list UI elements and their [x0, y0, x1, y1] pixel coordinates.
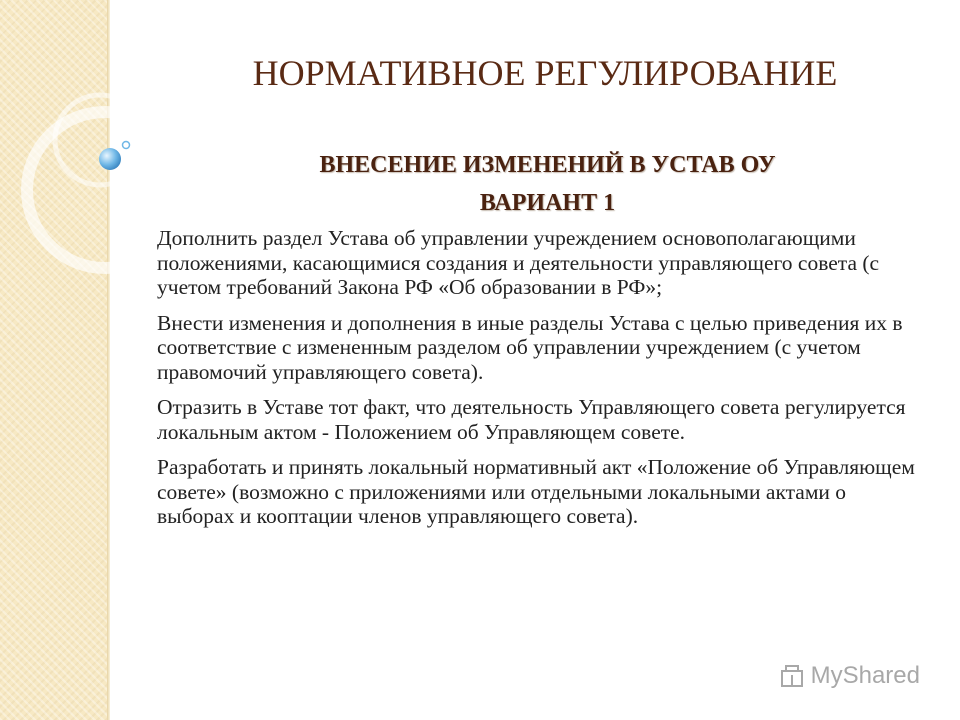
building-icon [779, 663, 805, 689]
watermark-text: MyShared [810, 662, 920, 689]
paragraph-3: Отразить в Уставе тот факт, что деятельность Управляющего совета регулируется локальным актом - Положением об Управляющем совете. [157, 395, 906, 444]
blue-bubble-icon [99, 148, 121, 170]
paragraph-2: Внести изменения и дополнения в иные разделы Устава с целью приведения их в соответствие с измененным разделом об управлении учреждением (с учетом правомочий управляющего совета). [157, 310, 903, 384]
paragraph-1: Дополнить раздел Устава об управлении учреждением основополагающими положениями, касающимися создания и деятельности управляющего совета (с учетом требований Закона РФ «Об образовании в РФ»; [157, 226, 880, 299]
watermark [779, 662, 920, 690]
slide-title: НОРМАТИВНОЕ РЕГУЛИРОВАНИЕ [252, 53, 838, 93]
small-bubble-icon [123, 142, 130, 149]
body-text [157, 226, 927, 540]
subheading-variant: ВАРИАНТ 1 [479, 190, 616, 216]
paragraph-4: Разработать и принять локальный нормативный акт «Положение об Управляющем совете» (возможно с приложениями или отдельными локальными актами о выборах и кооптации членов управляющего совета). [157, 455, 915, 528]
subheading-amendments: ВНЕСЕНИЕ ИЗМЕНЕНИЙ В УСТАВ ОУ [319, 152, 776, 178]
